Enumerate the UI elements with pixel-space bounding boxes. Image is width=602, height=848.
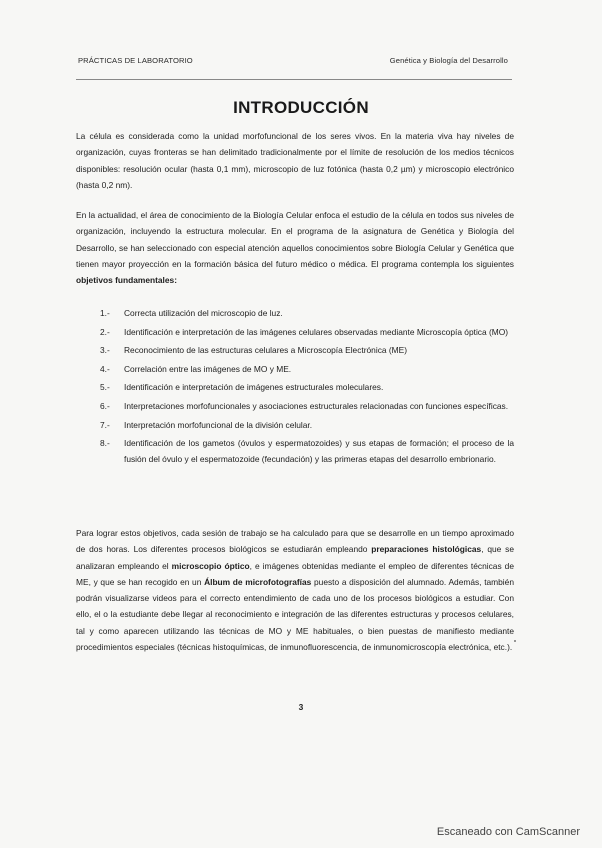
running-header [78, 56, 508, 65]
paragraph-2-text: En la actualidad, el área de conocimiento de la Biología Celular enfoca el estudio de la célula en todos sus niveles de organización, incluyendo la estructura molecular. En el programa de la asignatura de Genética y Biología del Desarrollo, se han seleccionado con especial atención aquellos conocimientos sobre Biología Celular y Genética que tienen mayor proyección en la formación básica del futuro médico o médica. El programa contempla los siguientes [76, 210, 514, 269]
header-rule [76, 79, 512, 80]
intro-paragraph-1: La célula es considerada como la unidad morfofuncional de los seres vivos. En la materia viva hay niveles de organización, cuyas fronteras se han delimitado tradicionalmente por el límite de resolución de los medios técnicos disponibles: resolución ocular (hasta 0,1 mm), microscopio de luz fotónica (hasta 0,2 µm) y microscopio electrónico (hasta 0,2 nm). [76, 131, 514, 190]
objective-text: Identificación e interpretación de imágenes estructurales moleculares. [124, 382, 384, 393]
paragraph-2-bold: objetivos fundamentales: [76, 275, 177, 286]
list-item [100, 306, 514, 322]
objective-text: Correlación entre las imágenes de MO y ME. [124, 363, 292, 374]
objective-number: 1.- [100, 308, 110, 318]
list-item [100, 399, 514, 415]
list-item [100, 362, 514, 378]
paragraph-3-text-4: puesto a disposición del alumnado. Además, también podrán visualizarse videos para el correcto entendimiento de cada uno de los procesos biológicos a estudiar. Con ello, el o la estudiante debe llegar al reconocimiento e integración de las diferentes estructuras y procesos celulares, tal y como aparecen utilizando las técnicas de MO y ME habituales, o bien puestas de manifiesto mediante procedimientos especiales (técnicas histoquímicas, de inmunofluorescencia, de inmunomicroscopía electrónica, etc.). [76, 576, 514, 653]
page-number: 3 [298, 702, 304, 712]
paragraph-3-text-2: , que se analizaran empleando el [76, 544, 514, 571]
paragraph-3-bold-2: microscopio óptico [171, 560, 250, 571]
objective-number: 6.- [100, 400, 110, 411]
objective-text: Identificación e interpretación de las imágenes celulares observadas mediante Microscopía óptica (MO) [124, 326, 509, 337]
intro-paragraph-2 [76, 207, 514, 288]
objective-number: 7.- [100, 419, 110, 430]
objective-number: 3.- [100, 345, 110, 356]
objective-text: Correcta utilización del microscopio de luz. [124, 308, 283, 318]
paragraph-3-text-3: , e imágenes obtenidas mediante el empleo de diferentes técnicas de ME, y que se han recogido en un [76, 560, 514, 587]
list-item [100, 418, 514, 434]
list-item [100, 380, 514, 396]
paragraph-3-text-1: Para lograr estos objetivos, cada sesión de trabajo se ha calculado para que se desarrolle en un tiempo aproximado de dos horas. Los diferentes procesos biológicos se estudiarán empleando [76, 528, 514, 555]
scanner-watermark: Escaneado con CamScanner [436, 826, 580, 838]
list-item [100, 343, 514, 359]
header-right: Genética y Biología del Desarrollo [389, 56, 508, 65]
objective-text: Identificación de los gametos (óvulos y espermatozoides) y sus etapas de formación; el proceso de la fusión del óvulo y el espermatozoide (fecundación) y las primeras etapas del desarrollo embrionario. [124, 438, 514, 464]
header-left: PRÁCTICAS DE LABORATORIO [78, 56, 193, 65]
objective-text: Reconocimiento de las estructuras celulares a Microscopía Electrónica (ME) [124, 345, 408, 356]
list-item [100, 436, 514, 467]
page-title: INTRODUCCIÓN [233, 98, 369, 117]
objective-text: Interpretación morfofuncional de la división celular. [124, 419, 313, 430]
objective-number: 4.- [100, 363, 110, 374]
objectives-list [100, 306, 514, 470]
list-item [100, 325, 514, 341]
objective-number: 2.- [100, 326, 110, 337]
objective-number: 8.- [100, 438, 110, 449]
paragraph-3-bold-3: Álbum de microfotografías [204, 576, 312, 587]
intro-paragraph-3 [76, 525, 514, 655]
objective-text: Interpretaciones morfofuncionales y asociaciones estructurales relacionadas con funciones específicas. [124, 400, 509, 411]
paragraph-3-bold-1: preparaciones histológicas [371, 544, 482, 555]
scan-speck [514, 640, 516, 642]
objective-number: 5.- [100, 382, 110, 393]
